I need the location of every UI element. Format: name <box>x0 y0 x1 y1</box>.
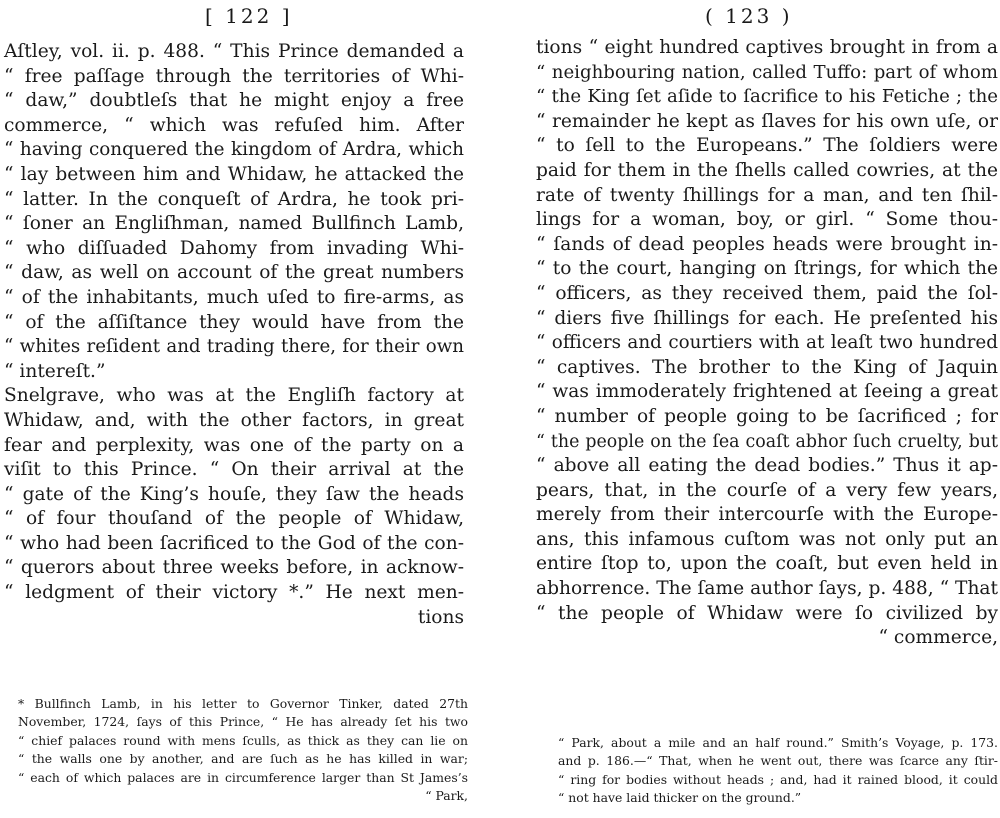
footnote-line: “ each of which palaces are in circumference larger than St James’s <box>18 769 468 785</box>
left-page <box>0 0 480 818</box>
text-line: “ number of people going to be ſacrificed ; for <box>536 405 998 427</box>
text-line: “ to the court, hanging on ſtrings, for which the <box>536 258 998 280</box>
text-line: “ gate of the King’s houſe, they ſaw the heads <box>4 483 464 505</box>
text-line: commerce, “ which was refuſed him. After <box>4 114 464 136</box>
text-line: lings for a woman, boy, or girl. “ Some thou- <box>536 209 998 231</box>
text-line: “ ſoner an Engliſhman, named Bullfinch Lamb, <box>4 213 464 235</box>
footnote-line: and p. 186.—“ That, when he went out, there was ſcarce any ſtir- <box>558 753 998 769</box>
text-line: Whidaw, and, with the other factors, in great <box>4 409 464 431</box>
text-line: pears, that, in the courſe of a very few years, <box>536 479 998 501</box>
text-line: fear and perplexity, was one of the party on a <box>4 434 464 456</box>
text-line: “ intereſt.” <box>4 360 106 382</box>
text-line: “ ledgment of their victory *.” He next men- <box>4 582 464 604</box>
left-body-text <box>4 40 464 630</box>
text-line: “ free paſſage through the territories of Whi- <box>4 65 464 87</box>
text-line: tions “ eight hundred captives brought in from a <box>536 37 998 58</box>
footnote-line: “ Park, about a mile and an half round.” Smith’s Voyage, p. 173. <box>558 735 998 750</box>
text-line: viſit to this Prince. “ On their arrival at the <box>4 459 464 481</box>
text-line: “ officers and courtiers with at leaſt two hundred <box>536 332 998 354</box>
footnote-right <box>558 734 998 808</box>
text-line: “ above all eating the dead bodies.” Thus it ap- <box>536 455 998 477</box>
text-line: “ was immoderately frightened at ſeeing a great <box>536 381 998 403</box>
text-line: “ diers five ſhillings for each. He preſented his <box>536 307 998 329</box>
page-number-left: [ 122 ] <box>205 4 293 28</box>
text-line: “ querors about three weeks before, in acknow- <box>4 557 464 579</box>
text-line: “ who had been ſacrificed to the God of the con- <box>4 532 464 554</box>
text-line: “ who diſſuaded Dahomy from invading Whi- <box>4 237 464 259</box>
footnote-line: “ the walls one by another, and are ſuch as he has killed in war; <box>18 751 468 767</box>
text-line: “ ſands of dead peoples heads were brought in- <box>536 233 998 255</box>
text-line: “ latter. In the conqueſt of Ardra, he took pri- <box>4 188 464 210</box>
text-line: “ of four thouſand of the people of Whidaw, <box>4 508 464 530</box>
footnote-line: “ ring for bodies without heads ; and, had it rained blood, it could <box>558 771 998 787</box>
text-line: paid for them in the ſhells called cowries, at the <box>536 159 998 181</box>
text-line: “ of the inhabitants, much uſed to fire-arms, as <box>4 286 464 308</box>
footnote-left <box>18 695 468 805</box>
text-line: “ daw,” doubtleſs that he might enjoy a free <box>4 90 464 112</box>
catchword: tions <box>417 606 464 628</box>
text-line: “ the people of Whidaw were ſo civilized by <box>536 602 998 624</box>
text-line: “ having conquered the kingdom of Ardra, which <box>4 139 464 161</box>
text-line: “ daw, as well on account of the great numbers <box>4 262 464 284</box>
text-line: “ the King ſet aſide to ſacrifice to his Fetiche ; the <box>536 86 998 108</box>
text-line: “ the people on the ſea coaſt abhor ſuch cruelty, but <box>536 431 998 452</box>
text-line: “ to ſell to the Europeans.” The ſoldiers were <box>536 135 998 157</box>
text-line: “ lay between him and Whidaw, he attacked the <box>4 163 464 185</box>
text-line: merely from their intercourſe with the Europe- <box>536 504 998 526</box>
text-line: rate of twenty ſhillings for a man, and ten ſhil- <box>536 184 998 206</box>
text-line: abhorrence. The ſame author ſays, p. 488, “ That <box>536 578 998 600</box>
text-line: Snelgrave, who was at the Engliſh factory at <box>4 385 464 407</box>
page-number-right: ( 123 ) <box>705 4 793 28</box>
right-body-text <box>536 36 998 651</box>
text-line: Aſtley, vol. ii. p. 488. “ This Prince demanded a <box>4 41 464 62</box>
text-line: “ officers, as they received them, paid the ſol- <box>536 282 998 304</box>
footnote-line: November, 1724, ſays of this Prince, “ He has already ſet his two <box>18 714 468 730</box>
footnote-line: “ chief palaces round with mens ſculls, as thick as they can lie on <box>18 732 468 748</box>
footnote-line: “ not have laid thicker on the ground.” <box>558 790 802 806</box>
footnote-catchword: “ Park, <box>425 787 468 803</box>
text-line: “ captives. The brother to the King of Jaquin <box>536 356 998 378</box>
text-line: “ neighbouring nation, called Tuffo: part of whom <box>536 61 998 83</box>
catchword: “ commerce, <box>878 627 998 649</box>
text-line: “ of the aſſiſtance they would have from the <box>4 311 464 333</box>
text-line: “ whites reſident and trading there, for their own <box>4 336 464 358</box>
text-line: ans, this infamous cuſtom was not only put an <box>536 528 998 550</box>
footnote-line: * Bullfinch Lamb, in his letter to Governor Tinker, dated 27th <box>18 696 468 711</box>
text-line: “ remainder he kept as ſlaves for his own uſe, or <box>536 110 998 132</box>
right-page <box>510 0 1000 818</box>
text-line: entire ſtop to, upon the coaſt, but even held in <box>536 553 998 575</box>
